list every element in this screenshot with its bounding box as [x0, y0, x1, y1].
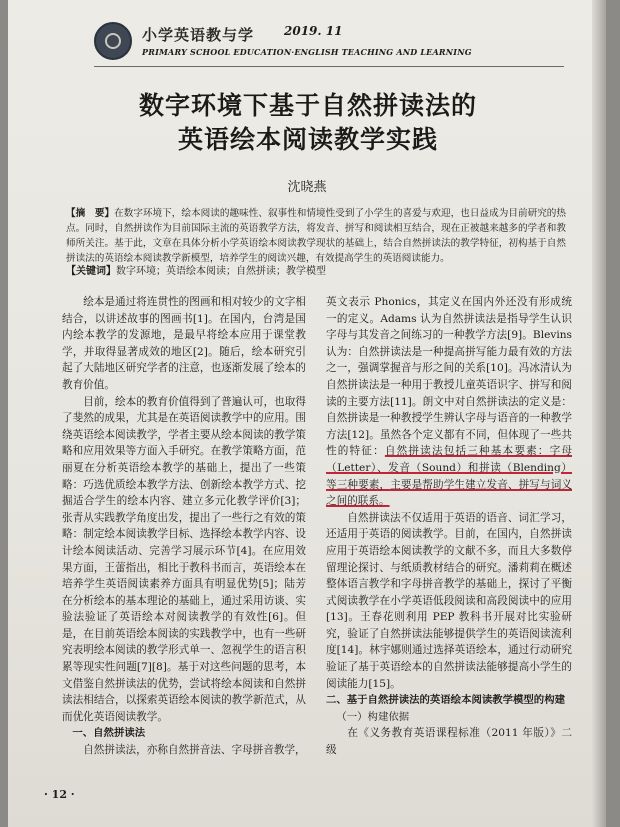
- issue-number: 2019. 11: [284, 24, 343, 38]
- subsection-heading: （一）构建依据: [336, 710, 410, 723]
- keywords-label: 【关键词】: [66, 266, 116, 277]
- section-heading-1: 一、自然拼读法: [72, 727, 146, 740]
- right-column: [326, 294, 572, 759]
- magazine-title: 小学英语教与学: [142, 26, 255, 44]
- left-column: [62, 294, 306, 759]
- abstract-text: 在数字环境下，绘本阅读的趣味性、叙事性和情境性受到了小学生的喜爱与欢迎，也日益成为目前研究的热点。同时，自然拼读作为目前国际主流的英语教学方法，将发音、拼写和阅读相互结合，现在正被越来越多的学者和教师所关注。基于此，文章在具体分析小学英语绘本阅读教学现状的基础上，结合自然拼读法的教学特征，初构基于自然拼读法的英语绘本阅读教学新模型，培养学生的阅读兴趣，有效提高学生的英语阅读能力。: [66, 208, 567, 264]
- abstract-label: 【摘 要】: [66, 208, 115, 219]
- journal-logo-icon: [94, 22, 132, 60]
- section-heading-2: 二、基于自然拼读法的英语绘本阅读教学模型的构建: [326, 694, 565, 707]
- article-title-line2: 英语绘本阅读教学实践: [177, 125, 438, 154]
- author-name: 沈晓燕: [287, 180, 327, 195]
- keywords: [66, 262, 566, 277]
- paragraph: 自然拼读法不仅适用于英语的语音、词汇学习，还适用于英语的阅读教学。目前，在国内，自然拼读应用于英语绘本阅读教学的文献不多，而且大多数停留理论探讨、与纸质教材结合的研究。潘莉莉在概述整体语言教学和字母拼音教学的基础上，探讨了平衡式阅读教学在小学英语低段阅读和高段阅读中的应用[13]。王春花则利用 PEP 教科书开展对比实验研究，验证了自然拼读法能够提供学生的英语阅读流利度[14]。林宇娜则通过选择英语绘本，通过行动研究验证了基于英语绘本的自然拼读法能够提高小学生的阅读能力[15]。: [326, 511, 572, 690]
- magazine-english-title: PRIMARY SCHOOL EDUCATION·ENGLISH TEACHING AND LEARNING: [142, 47, 472, 57]
- journal-header: [94, 20, 564, 67]
- paragraph: 自然拼读法，亦称自然拼音法、字母拼音教学，: [83, 744, 306, 757]
- keywords-text: 数字环境；英语绘本阅读；自然拼读；教学模型: [116, 266, 326, 277]
- book-spine-shadow: [592, 0, 606, 827]
- paragraph: 目前，绘本的教育价值得到了普遍认可，也取得了斐然的成果，尤其是在英语阅读教学中的应用。围绕英语绘本阅读教学，学者主要从绘本阅读的教学策略和应用效果等方面入手研究。在教学策略方面，范丽夏在分析英语绘本教学的基础上，提出了一些策略：巧选优质绘本教学方法、创新绘本教学方式、挖掘适合学生的绘本内容、建立多元化教学评价[3]；张青从实践教学角度出发，提出了一些行之有效的策略：制定绘本阅读教学目标、选择绘本教学内容、设计绘本阅读活动、完善学习展示环节[4]。在应用效果方面，王蕾指出，相比于教科书而言，英语绘本在培养学生英语阅读素养方面具有明显优势[5]；陆芳在分析绘本的基本理论的基础上，通过采用访谈、实验法验证了英语绘本对阅读教学的有效性[6]。但是，在目前英语绘本阅读的实践教学中，也有一些研究表明绘本阅读的教学形式单一、忽视学生的语言积累等现实性问题[7][8]。基于对这些问题的思考，本文借鉴自然拼读法的优势，尝试将绘本阅读和自然拼读法相结合，以探索英语绘本阅读的教学新范式，从而优化英语阅读教学。: [62, 395, 306, 723]
- abstract: [66, 206, 566, 266]
- paragraph-text: 英文表示 Phonics，其定义在国内外还没有形成统一的定义。Adams 认为自然拼读法是指导学生认识字母与其发音之间练习的一种教学方法[9]。Blevins 认为：自然拼读法是一种提高拼写能力最有效的方法之一，强调掌握音与形之间的关系[10]。冯冰清认为自然拼读法是一种用于教授儿童英语识字、拼写和阅读的主要方法[11]。朗文中对自然拼读法的定义是：自然拼读是一种教授学生辨认字母与语音的一种教学方法[12]。虽然各个定义都有不同，但体现了一些共性的特征：: [326, 296, 572, 458]
- page-number: · 12 ·: [44, 788, 75, 801]
- journal-page: [8, 0, 606, 827]
- paragraph-continued: [326, 294, 572, 510]
- paragraph: 绘本是通过将连贯性的图画和相对较少的文字相结合，以讲述故事的图画书[1]。在国内，台湾是国内绘本教学的发源地，是最早将绘本应用于课堂教学，并取得显著成效的地区[2]。随后，绘本研究引起了大陆地区研究学者的注意，也逐渐发展了绘本的教育价值。: [62, 296, 306, 391]
- article-title-line1: 数字环境下基于自然拼读法的: [138, 91, 477, 120]
- paragraph: 在《义务教育英语课程标准（2011 年版）》二级: [326, 727, 572, 757]
- underlined-definition: 自然拼读法包括三种基本要素：字母（Letter）、发音（Sound）和拼读（Blending）等三种要素，主要是帮助学生建立发音、拼写与词义之间的联系。: [326, 445, 573, 508]
